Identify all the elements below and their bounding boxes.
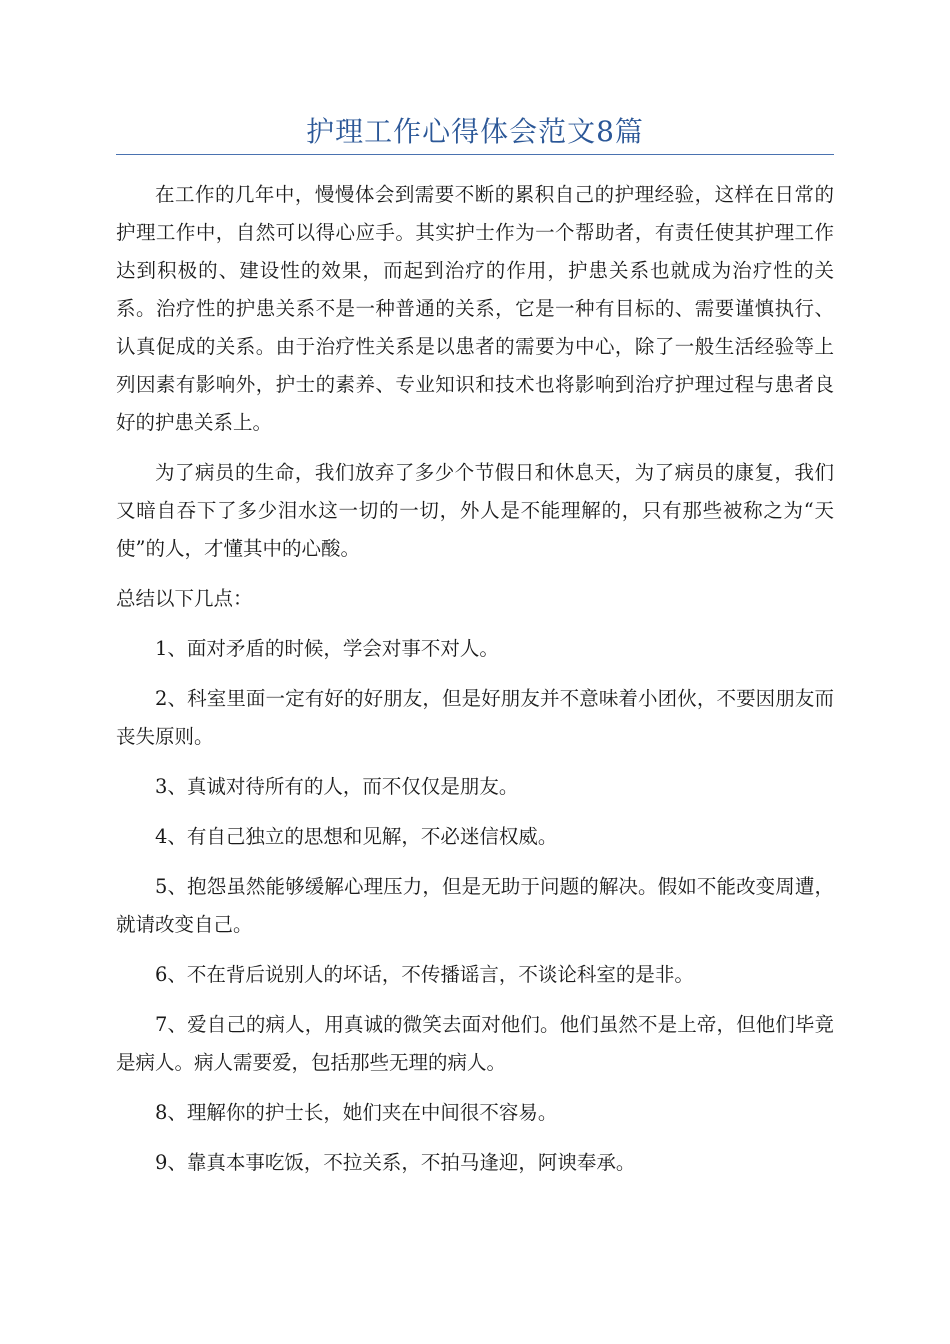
body-paragraph: 在工作的几年中，慢慢体会到需要不断的累积自己的护理经验，这样在日常的护理工作中，自然可以得心应手。其实护士作为一个帮助者，有责任使其护理工作达到积极的、建设性的效果，而起到治疗的作用，护患关系也就成为治疗性的关系。治疗性的护患关系不是一种普通的关系，它是一种有目标的、需要谨慎执行、认真促成的关系。由于治疗性关系是以患者的需要为中心，除了一般生活经验等上列因素有影响外，护士的素养、专业知识和技术也将影响到治疗护理过程与患者良好的护患关系上。 xyxy=(116,183,834,434)
list-item: 6、不在背后说别人的坏话，不传播谣言，不谈论科室的是非。 xyxy=(155,963,694,986)
list-item: 9、靠真本事吃饭，不拉关系，不拍马逢迎，阿谀奉承。 xyxy=(155,1151,636,1174)
list-item: 8、理解你的护士长，她们夹在中间很不容易。 xyxy=(155,1101,558,1124)
title-underline xyxy=(116,154,834,155)
list-item: 7、爱自己的病人，用真诚的微笑去面对他们。他们虽然不是上帝，但他们毕竟是病人。病人需要爱，包括那些无理的病人。 xyxy=(116,1013,834,1074)
list-item: 5、抱怨虽然能够缓解心理压力，但是无助于问题的解决。假如不能改变周遭，就请改变自己。 xyxy=(116,875,834,936)
list-item: 3、真诚对待所有的人，而不仅仅是朋友。 xyxy=(155,775,519,798)
list-item: 1、面对矛盾的时候，学会对事不对人。 xyxy=(155,637,499,660)
list-item: 2、科室里面一定有好的好朋友，但是好朋友并不意味着小团伙，不要因朋友而丧失原则。 xyxy=(116,687,834,748)
body-paragraph: 为了病员的生命，我们放弃了多少个节假日和休息天，为了病员的康复，我们又暗自吞下了多少泪水这一切的一切，外人是不能理解的，只有那些被称之为“天使”的人，才懂其中的心酸。 xyxy=(116,461,834,560)
list-item: 4、有自己独立的思想和见解，不必迷信权威。 xyxy=(155,825,558,848)
summary-heading: 总结以下几点： xyxy=(116,587,253,610)
page-title: 护理工作心得体会范文8篇 xyxy=(306,115,644,148)
document-body xyxy=(116,176,834,1194)
